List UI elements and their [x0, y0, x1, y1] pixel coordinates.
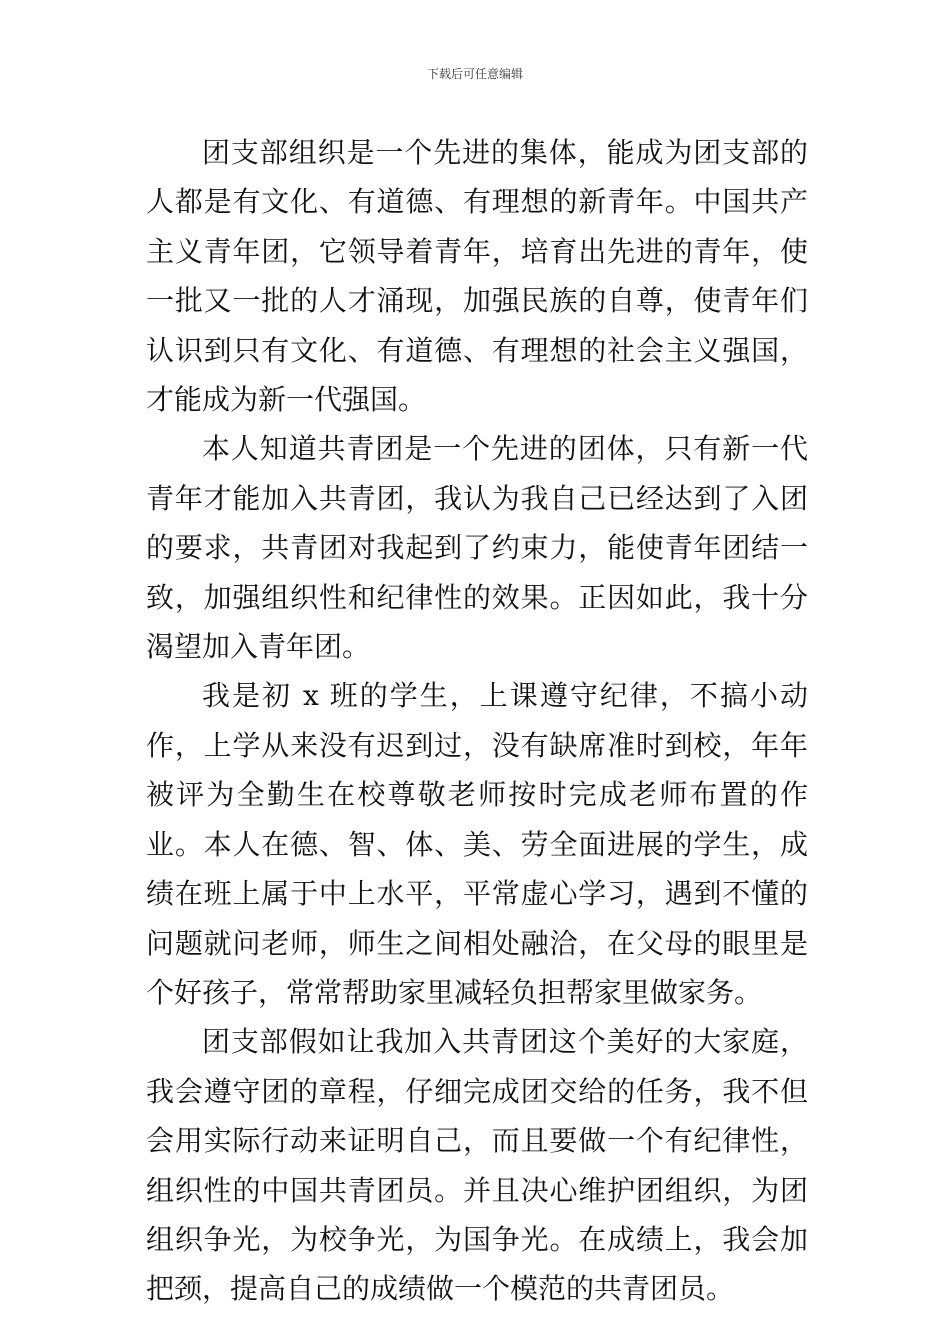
- document-body: [146, 128, 808, 1314]
- paragraph-4: 团支部假如让我加入共青团这个美好的大家庭，我会遵守团的章程，仔细完成团交给的任务，我不但会用实际行动来证明自己，而且要做一个有纪律性，组织性的中国共青团员。并且决心维护团组织，为团组织争光，为校争光，为国争光。在成绩上，我会加把颈，提高自己的成绩做一个模范的共青团员。: [146, 1025, 808, 1306]
- paragraph-2: 本人知道共青团是一个先进的团体，只有新一代青年才能加入共青团，我认为我自己已经达到了入团的要求，共青团对我起到了约束力，能使青年团结一致，加强组织性和纪律性的效果。正因如此，我十分渴望加入青年团。: [146, 432, 808, 664]
- page-header: 下载后可任意编辑: [426, 67, 523, 81]
- paragraph-3: 我是初 x 班的学生，上课遵守纪律，不搞小动作，上学从来没有迟到过，没有缺席准时到校，年年被评为全勤生在校尊敬老师按时完成老师布置的作业。本人在德、智、体、美、劳全面进展的学生，成绩在班上属于中上水平，平常虚心学习，遇到不懂的问题就问老师，师生之间相处融洽，在父母的眼里是个好孩子，常常帮助家里减轻负担帮家里做家务。: [146, 679, 808, 1009]
- paragraph-1: 团支部组织是一个先进的集体，能成为团支部的人都是有文化、有道德、有理想的新青年。中国共产主义青年团，它领导着青年，培育出先进的青年，使一批又一批的人才涌现，加强民族的自尊，使青年们认识到只有文化、有道德、有理想的社会主义强国，才能成为新一代强国。: [146, 136, 808, 417]
